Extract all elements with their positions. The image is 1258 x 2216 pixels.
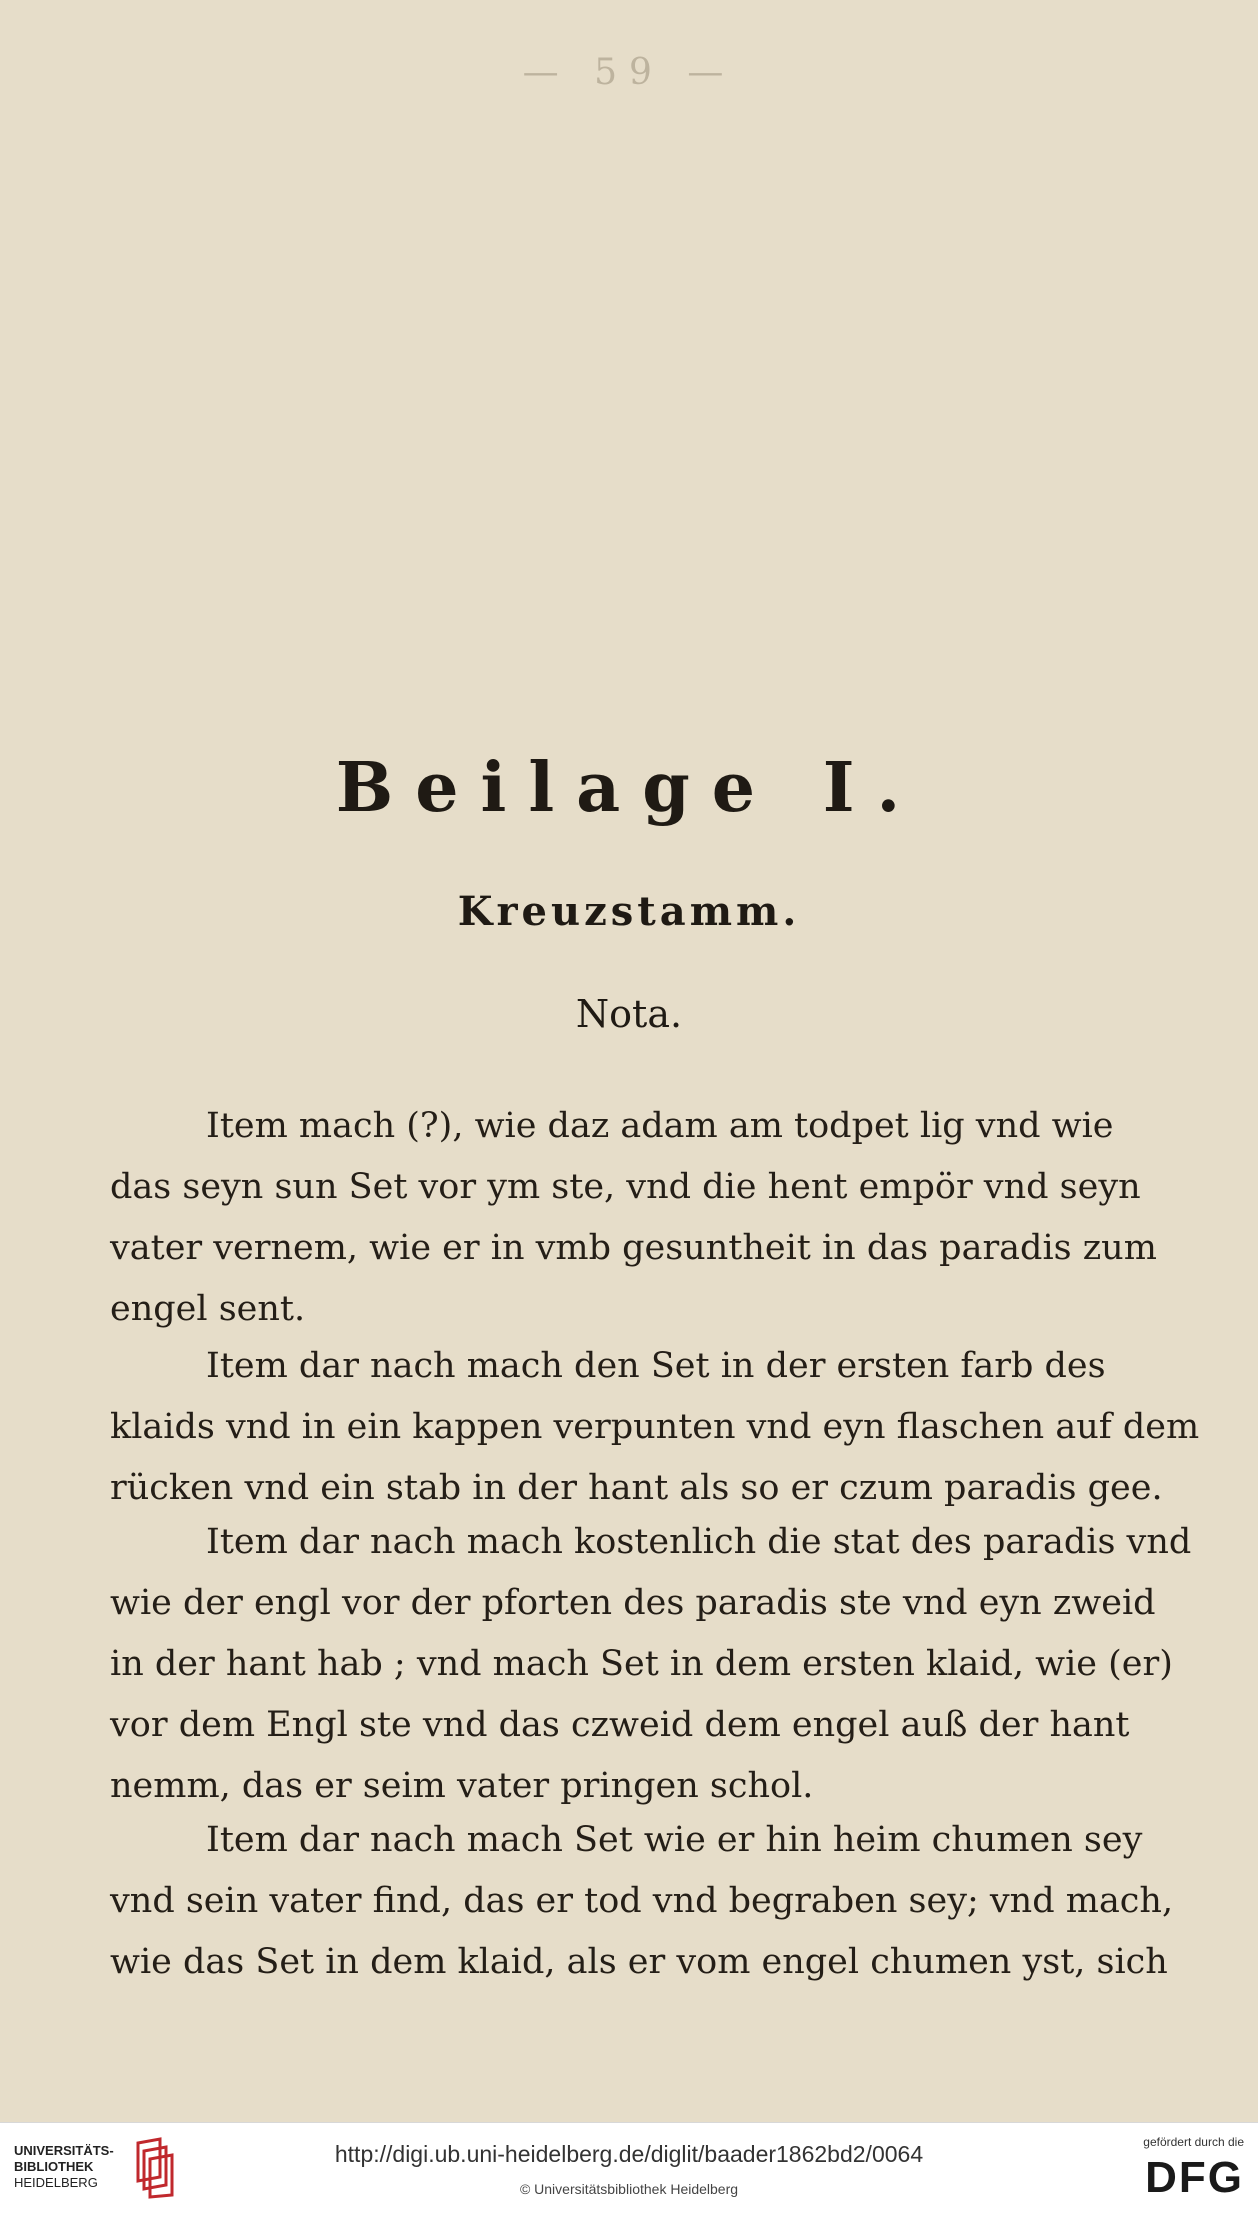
text-line: nemm, das er seim vater pringen schol. — [110, 1766, 814, 1806]
text-line: Item mach (?), wie daz adam am todpet lig vnd wie — [206, 1106, 1114, 1146]
library-name-line: HEIDELBERG — [14, 2175, 98, 2190]
viewer-footer — [0, 2122, 1258, 2216]
library-name-line: BIBLIOTHEK — [14, 2159, 94, 2174]
text-line: in der hant hab ; vnd mach Set in dem ersten klaid, wie (er) — [110, 1644, 1173, 1684]
text-line: Item dar nach mach kostenlich die stat des paradis vnd — [206, 1522, 1192, 1562]
text-line: klaids vnd in ein kappen verpunten vnd eyn flaschen auf dem — [110, 1407, 1200, 1447]
library-name-line: UNIVERSITÄTS- — [14, 2143, 114, 2158]
copyright-notice: © Universitätsbibliothek Heidelberg — [519, 2181, 739, 2197]
text-line: Item dar nach mach Set wie er hin heim chumen sey — [206, 1820, 1143, 1860]
funding-note: gefördert durch die — [1143, 2135, 1244, 2149]
dfg-logo: DFG — [1145, 2153, 1244, 2202]
text-line: wie das Set in dem klaid, als er vom engel chumen yst, sich — [110, 1942, 1168, 1982]
section-title: Kreuzstamm. — [457, 888, 801, 935]
appendix-heading: Beilage I. — [335, 748, 923, 828]
text-line: vnd sein vater find, das er tod vnd begraben sey; vnd mach, — [110, 1881, 1174, 1921]
permalink-url[interactable]: http://digi.ub.uni-heidelberg.de/diglit/baader1862bd2/0064 — [334, 2141, 924, 2167]
paragraph-4 — [110, 1810, 1174, 1993]
text-line: rücken vnd ein stab in der hant als so er czum paradis gee. — [110, 1468, 1163, 1508]
page-number: — 59 — — [522, 52, 736, 93]
paragraph-3 — [110, 1512, 1192, 1817]
paragraph-2 — [110, 1336, 1200, 1519]
text-line: vor dem Engl ste vnd das czweid dem engel auß der hant — [110, 1705, 1130, 1745]
nota-label: Nota. — [575, 992, 683, 1036]
paragraph-1 — [110, 1096, 1157, 1340]
text-line: das seyn sun Set vor ym ste, vnd die hent empör vnd seyn — [110, 1167, 1141, 1207]
text-line: engel sent. — [110, 1289, 306, 1329]
text-line: Item dar nach mach den Set in der ersten farb des — [206, 1346, 1106, 1386]
text-line: vater vernem, wie er in vmb gesuntheit in das paradis zum — [110, 1228, 1157, 1268]
text-line: wie der engl vor der pforten des paradis ste vnd eyn zweid — [110, 1583, 1156, 1623]
